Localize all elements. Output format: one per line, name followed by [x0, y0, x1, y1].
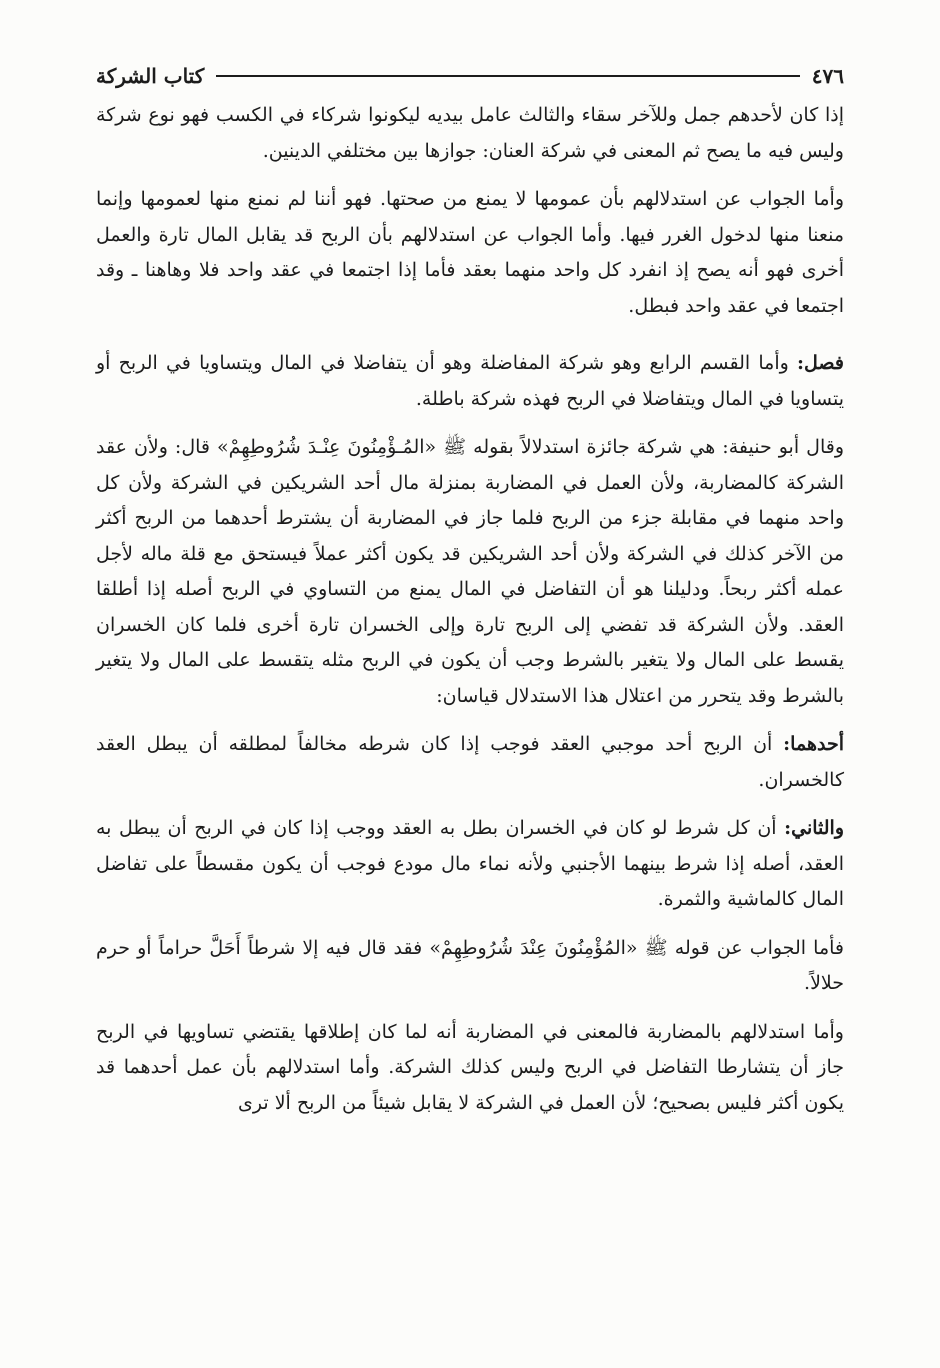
paragraph-text: أن كل شرط لو كان في الخسران بطل به العقد ووجب إذا كان في الربح أن يبطل به العقد، أصله إذا شرط بينهما الأجنبي ولأنه نماء مال مودع فوجب أن يكون مقسطاً على تفاضل المال كالماشية والثمرة. — [96, 817, 844, 910]
page-body — [96, 98, 844, 1134]
page-number: ٤٧٦ — [811, 64, 844, 88]
page-header — [96, 58, 844, 94]
paragraph-text: وأما الجواب عن استدلالهم بأن عمومها لا يمنع من صحتها. فهو أننا لم نمنع منها لعمومها وإنما منعنا منها لدخول الغرر فيها. وأما الجواب عن استدلالهم بأن الربح قد يقابل المال تارة والعمل أخرى فهو أنه يصح إذ انفرد كل واحد منهما بعقد فأما إذا اجتمعا في عقد واحد فلا وهاهنا ـ وقد اجتمعا في عقد واحد فبطل. — [96, 188, 844, 317]
paragraph-text: فأما الجواب عن قوله ﷺ «المُؤْمِنُونَ عِنْدَ شُرُوطِهِمْ» فقد قال فيه إلا شرطاً أَحَلَّ حراماً أو حرم حلالاً. — [96, 936, 844, 994]
paragraph-text: أن الربح أحد موجبي العقد فوجب إذا كان شرطه مخالفاً لمطلقه أن يبطل العقد كالخسران. — [96, 733, 844, 791]
paragraph-text: وأما استدلالهم بالمضاربة فالمعنى في المضاربة أنه لما كان إطلاقها يقتضي تساويها في الربح جاز أن يتشارطا التفاضل في الربح وليس كذلك الشركة. وأما استدلالهم بأن عمل أحدهما قد يكون أكثر فليس بصحيح؛ لأن العمل في الشركة لا يقابل شيئاً من الربح ألا ترى — [96, 1020, 844, 1114]
paragraph-text: وأما القسم الرابع وهو شركة المفاضلة وهو أن يتفاضلا في المال ويتساويا في الربح أو يتساويا في المال ويتفاضلا في الربح فهذه شركة باطلة. — [96, 352, 844, 410]
paragraph-text: إذا كان لأحدهم جمل وللآخر سقاء والثالث عامل بيديه ليكونوا شركاء في الكسب فهو نوع شركة وليس فيه ما يصح ثم المعنى في شركة العنان: جوازها بين مختلفي الدينين. — [96, 104, 844, 162]
paragraph — [96, 182, 844, 324]
paragraph — [96, 1015, 844, 1122]
paragraph — [96, 727, 844, 798]
paragraph — [96, 811, 844, 918]
book-title: كتاب الشركة — [96, 64, 205, 88]
paragraph-lead: أحدهما: — [783, 733, 844, 755]
paragraph-text: وقال أبو حنيفة: هي شركة جائزة استدلالاً بقوله ﷺ «المُـؤْمِنُونَ عِنْـدَ شُرُوطِهِمْ» قال: ولأن عقد الشركة كالمضاربة، ولأن العمل في المضاربة بمنزلة مال أحد الشريكين في الشركة ولأن كل واحد منهما في مقابلة جزء من الربح فلما جاز في المضاربة أن يشترط أحدهما من الربح أكثر من الآخر كذلك في الشركة ولأن أحد الشريكين قد يكون أكثر عملاً فيستحق مع قلة ماله لأجل عمله أكثر ربحاً. ودليلنا هو أن التفاضل في المال يمنع من التساوي في الربح أصله إذا أطلقا العقد. ولأن الشركة قد تفضي إلى الربح تارة وإلى الخسران تارة أخرى فلما كان الخسران يقسط على المال ولا يتغير بالشرط وجب أن يكون في الربح مثله يتقسط على المال ولا يتغير بالشرط وقد يتحرر من اعتلال هذا الاستدلال قياسان: — [96, 436, 844, 707]
paragraph — [96, 430, 844, 714]
paragraph — [96, 98, 844, 169]
paragraph-lead: والثاني: — [784, 817, 845, 839]
paragraph-lead: فصل: — [797, 352, 844, 374]
paragraph — [96, 346, 844, 417]
paragraph — [96, 931, 844, 1002]
header-rule — [216, 75, 800, 77]
